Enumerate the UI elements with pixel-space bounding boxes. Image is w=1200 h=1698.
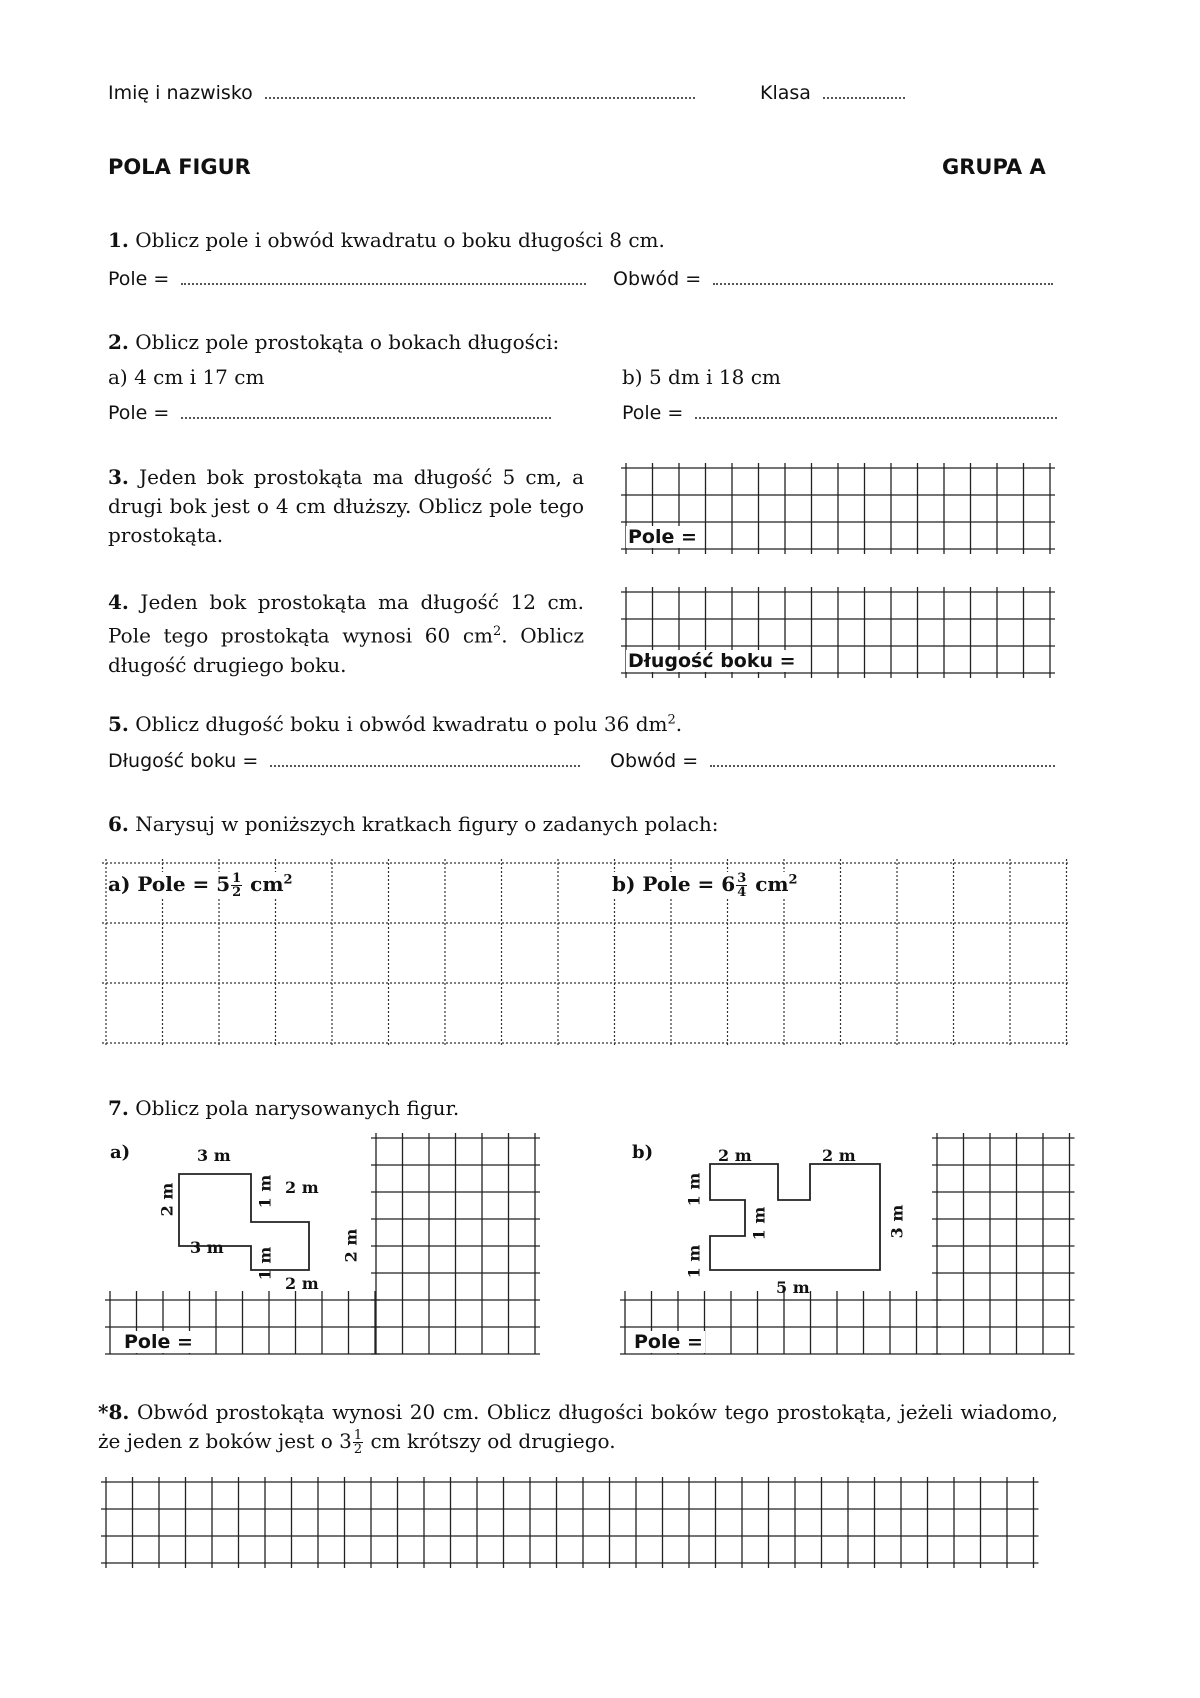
q4-number: 4. — [108, 590, 129, 614]
q5-obwod-field[interactable] — [710, 765, 1055, 767]
name-field[interactable] — [265, 97, 695, 99]
q1-pole-field[interactable] — [181, 283, 586, 285]
q7-a-dim-bottom: 2 m — [285, 1274, 319, 1293]
q7-b-dim-upper-left: 1 m — [684, 1172, 704, 1207]
q2-a-pole-field[interactable] — [181, 417, 551, 419]
q2-b-pole-label: Pole = — [622, 402, 684, 424]
q7-text — [108, 1096, 459, 1120]
q6-b-unit: cm — [755, 872, 789, 896]
q4-grid-label: Długość boku = — [628, 650, 796, 672]
q5-sup: 2 — [667, 712, 676, 728]
q5-side-field[interactable] — [270, 765, 580, 767]
q7-a-dim-right: 2 m — [341, 1228, 361, 1263]
q7-a-dim-lower-step: 1 m — [255, 1246, 275, 1281]
q3-number: 3. — [108, 465, 129, 489]
q2-b-pole-field[interactable] — [695, 417, 1057, 419]
q7-number: 7. — [108, 1096, 129, 1120]
q1-statement: Oblicz pole i obwód kwadratu o boku długości 8 cm. — [135, 228, 665, 252]
page-title: POLA FIGUR — [108, 155, 251, 179]
q1-text — [108, 228, 665, 252]
q6-a-unit: cm — [250, 872, 284, 896]
q4-statement-b: . Oblicz długość drugiego boku. — [108, 623, 584, 677]
q8-text — [98, 1398, 1058, 1456]
q7-a-dim-top: 3 m — [197, 1146, 231, 1165]
q7-a-dim-upper-step: 1 m — [255, 1174, 275, 1209]
q6-b-sup: 2 — [788, 872, 798, 888]
q4-text — [108, 588, 584, 680]
q7-a-label: a) — [110, 1142, 131, 1163]
name-label: Imię i nazwisko — [108, 82, 253, 104]
q2-statement: Oblicz pole prostokąta o bokach długości: — [135, 330, 560, 354]
name-row — [108, 82, 695, 104]
q7-b-label: b) — [632, 1142, 654, 1163]
q7-b-shape — [710, 1164, 880, 1270]
q1-number: 1. — [108, 228, 129, 252]
q6-number: 6. — [108, 812, 129, 836]
q6-a-sup: 2 — [283, 872, 293, 888]
q2-a-pole-row — [108, 402, 551, 424]
q7-b-dim-right: 3 m — [887, 1204, 907, 1239]
q8-fraction: $\frac{1}{2}$ — [353, 1428, 363, 1457]
q4-statement-a: Jeden bok prostokąta ma długość 12 cm. Pole tego prostokąta wynosi 60 cm — [108, 590, 584, 648]
q5-obwod-label: Obwód = — [610, 750, 699, 772]
q5-statement-b: . — [675, 712, 683, 736]
q1-pole-label: Pole = — [108, 268, 170, 290]
q2-number: 2. — [108, 330, 129, 354]
q1-pole-row — [108, 268, 586, 290]
q6-b-fraction: $\frac{3}{4}$ — [737, 871, 747, 900]
q7-b-dim-inner: 1 m — [749, 1206, 769, 1241]
q2-text — [108, 330, 559, 354]
q7-b-dim-lower-left: 1 m — [684, 1244, 704, 1279]
q5-side-label: Długość boku = — [108, 750, 259, 772]
q5-number: 5. — [108, 712, 129, 736]
q2-b-pole-row — [622, 402, 1057, 424]
q7-a-dim-lower-left: 3 m — [190, 1238, 224, 1257]
q4-sup: 2 — [493, 624, 502, 639]
q3-statement: Jeden bok prostokąta ma długość 5 cm, a drugi bok jest o 4 cm dłuższy. Oblicz pole tego prostokąta. — [108, 465, 584, 547]
q6-a-fraction: $\frac{1}{2}$ — [232, 871, 242, 900]
q6-a-label — [108, 872, 297, 899]
q7-b-dim-top-right: 2 m — [822, 1146, 856, 1165]
q3-text — [108, 463, 584, 550]
q7-a-dim-upper-right: 2 m — [285, 1178, 319, 1197]
q2-b: b) 5 dm i 18 cm — [622, 365, 781, 389]
q7-a-pole-label: Pole = — [124, 1331, 193, 1353]
class-field[interactable] — [823, 97, 905, 99]
q5-text — [108, 712, 682, 736]
q7-a-dim-left: 2 m — [157, 1182, 177, 1217]
q6-b-label — [612, 872, 802, 899]
q6-text — [108, 812, 718, 836]
q6-a-prefix: a) Pole = 5 — [108, 872, 231, 896]
q8-number: *8. — [98, 1400, 130, 1424]
q8-grid[interactable] — [100, 1476, 1070, 1576]
q6-statement: Narysuj w poniższych kratkach figury o zadanych polach: — [135, 812, 719, 836]
q5-obwod-row — [610, 750, 1055, 772]
class-row — [760, 82, 905, 104]
q1-obwod-label: Obwód = — [613, 268, 702, 290]
q1-obwod-row — [613, 268, 1053, 290]
q7-b-dim-bottom: 5 m — [776, 1278, 810, 1297]
q1-obwod-field[interactable] — [713, 283, 1053, 285]
q2-a-pole-label: Pole = — [108, 402, 170, 424]
group-label: GRUPA A — [942, 155, 1046, 179]
q5-side-row — [108, 750, 580, 772]
q3-grid-label: Pole = — [628, 526, 697, 548]
q6-b-prefix: b) Pole = 6 — [612, 872, 736, 896]
q2-a: a) 4 cm i 17 cm — [108, 365, 265, 389]
q8-statement-b: cm krótszy od drugiego. — [364, 1429, 616, 1453]
q8-statement-a: Obwód prostokąta wynosi 20 cm. Oblicz długości boków tego prostokąta, jeżeli wiadomo, że jeden z boków jest o 3 — [98, 1400, 1059, 1453]
q5-statement-a: Oblicz długość boku i obwód kwadratu o polu 36 dm — [135, 712, 668, 736]
q7-b-dim-top-left: 2 m — [718, 1146, 752, 1165]
class-label: Klasa — [760, 82, 811, 104]
q7-statement: Oblicz pola narysowanych figur. — [135, 1096, 460, 1120]
q7-b-pole-label: Pole = — [634, 1331, 703, 1353]
